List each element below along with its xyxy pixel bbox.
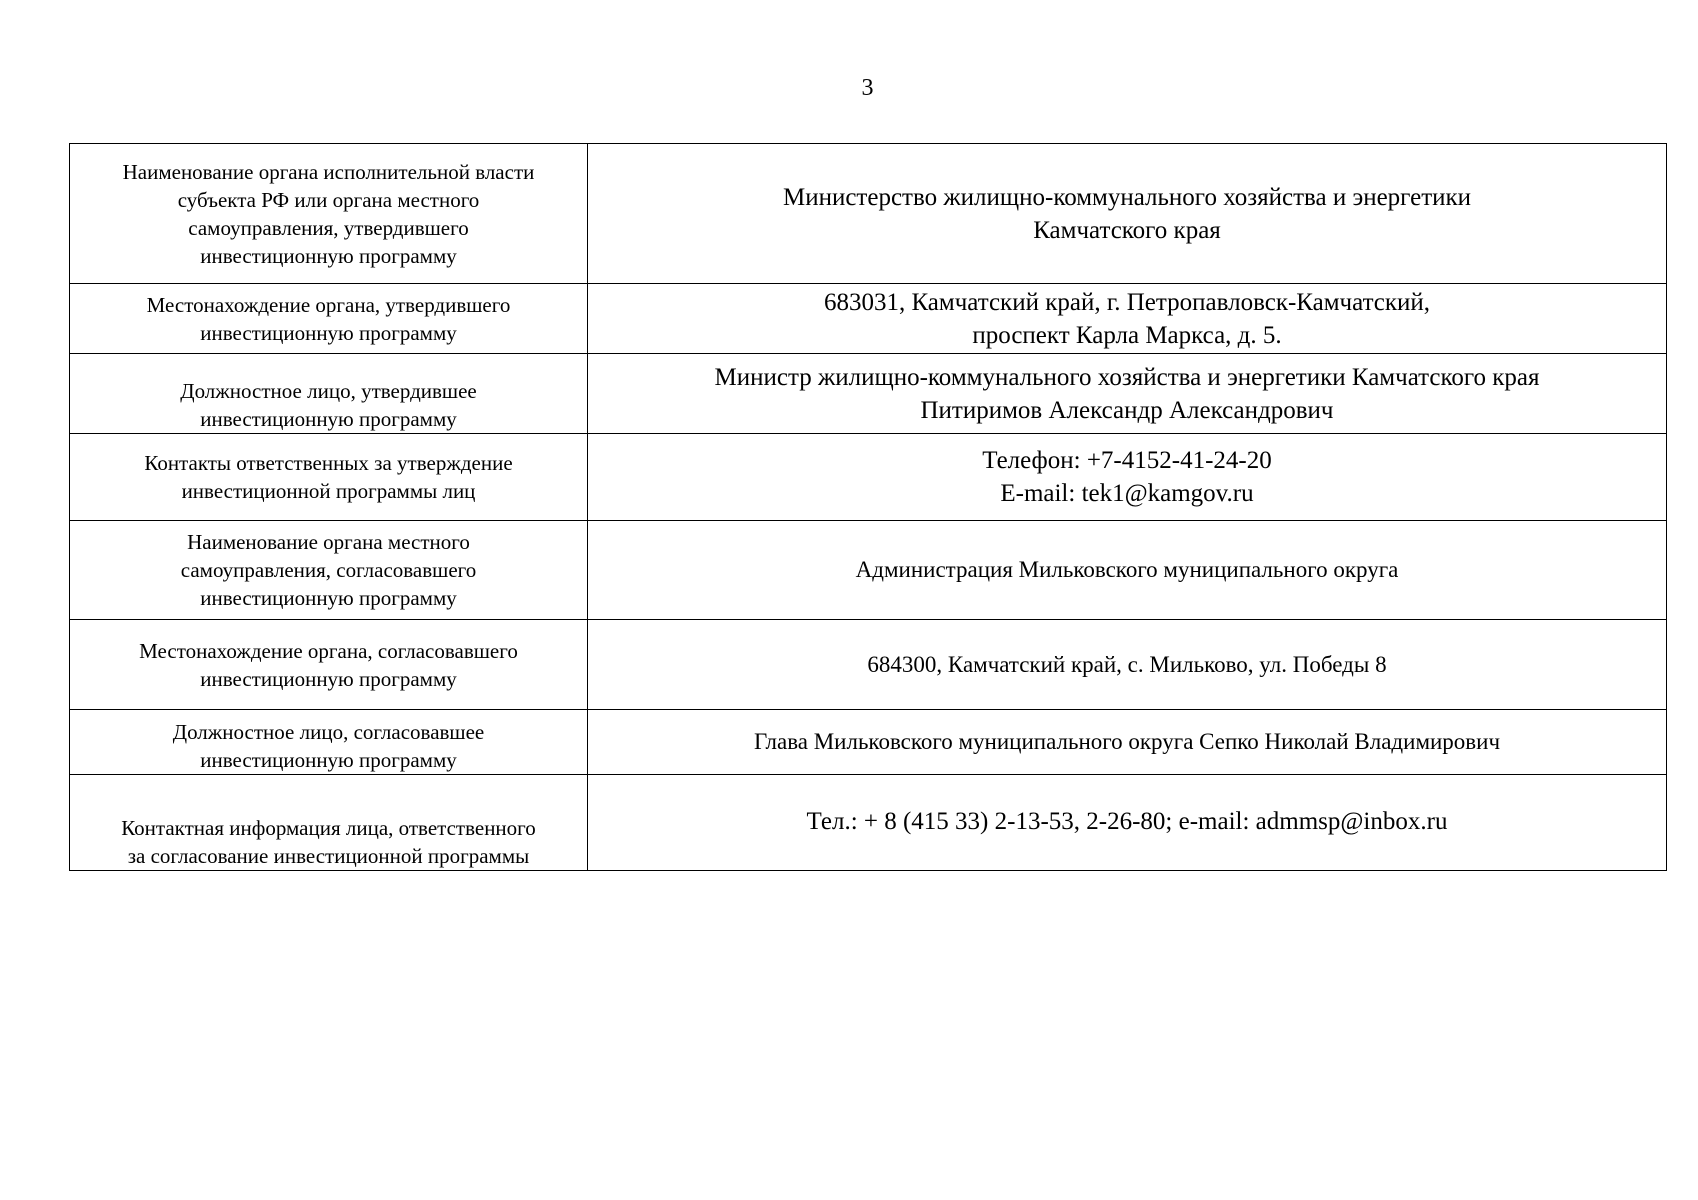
row-value (588, 354, 1667, 434)
label-line: инвестиционную программу (200, 586, 457, 610)
table-row (70, 710, 1667, 775)
label-line: инвестиционную программу (200, 320, 457, 345)
row-label (70, 354, 588, 434)
value-line: Телефон: +7-4152-41-24-20 (982, 447, 1272, 474)
row-value (588, 710, 1667, 775)
label-line: инвестиционной программы лиц (181, 479, 476, 503)
investment-program-info-table (69, 143, 1667, 871)
row-label (70, 620, 588, 710)
row-value (588, 434, 1667, 521)
row-label (70, 284, 588, 354)
value-line: 683031, Камчатский край, г. Петропавловск-Камчатский, (823, 288, 1431, 316)
page-number: 3 (861, 75, 874, 101)
label-line: Должностное лицо, согласовавшее (172, 720, 485, 744)
label-line: инвестиционную программу (200, 407, 457, 431)
row-value (588, 775, 1667, 871)
row-label (70, 144, 588, 284)
table-row (70, 620, 1667, 710)
value-line: Министерство жилищно-коммунального хозяйства и энергетики (782, 183, 1472, 211)
row-value (588, 620, 1667, 710)
table-row (70, 144, 1667, 284)
label-line: Контактная информация лица, ответственного (121, 816, 536, 840)
table-row (70, 434, 1667, 521)
label-line: Должностное лицо, утвердившее (180, 379, 477, 403)
label-line: самоуправления, утвердившего (188, 215, 469, 240)
label-line: самоуправления, согласовавшего (180, 558, 477, 582)
row-label (70, 434, 588, 521)
row-value (588, 144, 1667, 284)
row-value (588, 284, 1667, 354)
table-row (70, 775, 1667, 871)
label-line: Местонахождение органа, утвердившего (146, 292, 511, 317)
row-label (70, 710, 588, 775)
label-line: за согласование инвестиционной программы (127, 844, 530, 868)
label-line: Наименование органа местного (187, 530, 470, 554)
table-row (70, 284, 1667, 354)
value-line: Тел.: + 8 (415 33) 2-13-53, 2-26-80; e-mail: admmsp@inbox.ru (806, 808, 1448, 835)
value-line: E-mail: tek1@kamgov.ru (1000, 480, 1254, 507)
value-line: Глава Мильковского муниципального округа Сепко Николай Владимирович (753, 729, 1501, 754)
label-line: Контакты ответственных за утверждение (144, 451, 513, 475)
value-line: Администрация Мильковского муниципального округа (855, 557, 1399, 582)
label-line: Местонахождение органа, согласовавшего (139, 638, 518, 663)
label-line: инвестиционную программу (200, 243, 457, 268)
label-line: Наименование органа исполнительной власти (122, 159, 535, 184)
value-line: Камчатского края (1033, 216, 1221, 244)
row-value (588, 521, 1667, 620)
value-line: Питиримов Александр Александрович (920, 396, 1334, 424)
value-line: проспект Карла Маркса, д. 5. (972, 321, 1282, 349)
table-row (70, 521, 1667, 620)
label-line: субъекта РФ или органа местного (177, 187, 480, 212)
label-line: инвестиционную программу (200, 666, 457, 691)
value-line: 684300, Камчатский край, с. Мильково, ул. Победы 8 (867, 651, 1387, 677)
table-row (70, 354, 1667, 434)
row-label (70, 521, 588, 620)
label-line: инвестиционную программу (200, 748, 457, 772)
value-line: Министр жилищно-коммунального хозяйства и энергетики Камчатского края (714, 363, 1540, 391)
row-label (70, 775, 588, 871)
